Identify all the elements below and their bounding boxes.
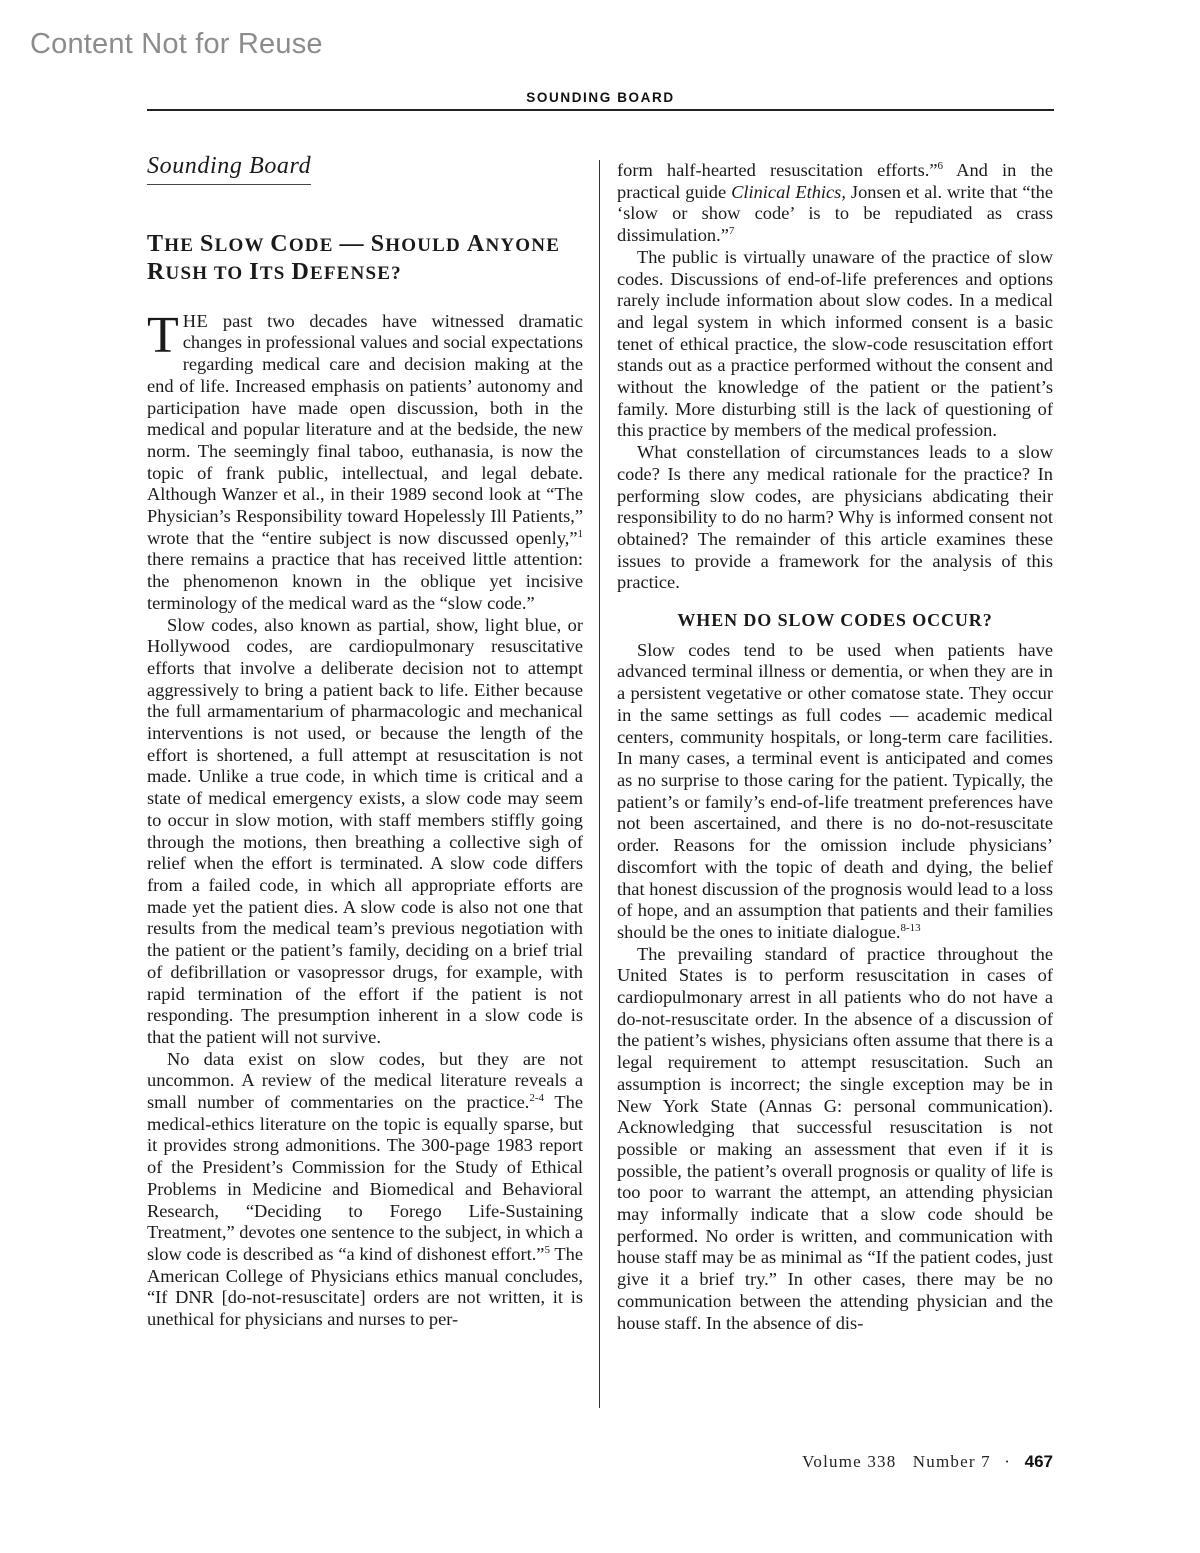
article-title	[147, 231, 583, 287]
reference-superscript: 2-4	[529, 1091, 545, 1104]
title-word: CODE	[270, 230, 334, 257]
title-word: RUSH	[147, 258, 209, 285]
left-column	[147, 153, 583, 1331]
page-number: 467	[1024, 1452, 1053, 1471]
title-word: TO	[213, 262, 244, 284]
page-footer	[802, 1452, 1053, 1472]
running-head: SOUNDING BOARD	[526, 90, 675, 105]
column-divider	[599, 160, 600, 1408]
header-rule	[147, 109, 1054, 111]
body-paragraph: The prevailing standard of practice throughout the United States is to perform resuscitation in cases of cardiopulmonary arrest in all patients who do not have a do-not-resuscitate order. In the absence of a discussion of the patient’s wishes, physicians often assume that there is a legal requirement to attempt resuscitation. Such an assumption is incorrect; the single exception may be in New York State (Annas G: personal communication). Acknowledging that successful resuscitation is not possible or making an assessment that even if it is possible, the patient’s overall prognosis or quality of life is too poor to warrant the attempt, an attending physician may informally indicate that a slow code should be performed. No order is written, and communication with house staff may be as minimal as “If the patient codes, just give it a brief try.” In other cases, there may be no communication between the attending physician and the house staff. In the absence of dis-	[617, 943, 1053, 1333]
reference-superscript: 1	[577, 527, 583, 540]
right-column	[617, 160, 1053, 1334]
watermark: Content Not for Reuse	[30, 28, 323, 60]
title-word: THE	[147, 230, 195, 257]
footer-separator: ·	[1004, 1452, 1012, 1471]
volume-label: Volume 338	[802, 1452, 897, 1471]
body-paragraph: THE past two decades have witnessed dramatic changes in professional values and social expectations regarding medical care and decision making at the end of life. Increased emphasis on patients’ autonomy and participation have made open discussion, both in the medical and popular literature and at the bedside, the new norm. The seemingly final taboo, euthanasia, is now the topic of frank public, intellectual, and legal debate. Although Wanzer et al., in their 1989 second look at “The Physician’s Responsibility toward Hopelessly Ill Patients,” wrote that the “entire subject is now discussed openly,”$^1$ there remains a practice that has received little attention: the phenomenon known in the oblique yet incisive terminology of the medical ward as the “slow code.”	[147, 306, 583, 613]
title-word: ANYONE	[466, 230, 561, 257]
body-paragraph: What constellation of circumstances leads to a slow code? Is there any medical rationale for the practice? In performing slow codes, are physicians abdicating their responsibility to do no harm? Why is informed consent not obtained? The remainder of this article examines these issues to provide a framework for the analysis of this practice.	[617, 442, 1053, 593]
title-word: DEFENSE?	[291, 258, 402, 285]
body-paragraph: form half-hearted resuscitation efforts.”$^6$ And in the practical guide Clinical Ethics, Jonsen et al. write that “the ‘slow or show code’ is to be repudiated as crass dissimulation.”$^7$	[617, 159, 1054, 246]
book-title: Clinical Ethics,	[731, 181, 846, 202]
title-dash: —	[339, 230, 365, 257]
body-paragraph: The public is virtually unaware of the practice of slow codes. Discussions of end-of-life preferences and options rarely include information about slow codes. In a medical and legal system in which informed consent is a basic tenet of ethical practice, the slow-code resuscitation effort stands out as a practice performed without the consent and without the knowledge of the patient or the patient’s family. More disturbing still is the lack of questioning of this practice by members of the medical profession.	[617, 246, 1053, 441]
body-paragraph: Slow codes, also known as partial, show, light blue, or Hollywood codes, are cardiopulmonary resuscitative efforts that involve a deliberate decision not to attempt aggressively to bring a patient back to life. Either because the full armamentarium of pharmacologic and mechanical interventions is not used, or because the length of the effort is shortened, a full attempt at resuscitation is not made. Unlike a true code, in which time is critical and a state of medical emergency exists, a slow code may seem to occur in slow motion, with staff members stiffly going through the motions, then breathing a collective sigh of relief when the effort is terminated. A slow code differs from a failed code, in which all appropriate efforts are made yet the patient dies. A slow code is also not one that results from the medical team’s previous negotiation with the patient or the patient’s family, deciding on a brief trial of defibrillation or vasopressor drugs, for example, with rapid termination of the effort if the patient is not responding. The presumption inherent in a slow code is that the patient will not survive.	[147, 614, 583, 1047]
drop-cap: T	[147, 306, 179, 364]
title-word: ITS	[249, 258, 286, 285]
title-word: SHOULD	[370, 230, 461, 257]
title-word: SLOW	[200, 230, 265, 257]
reference-superscript: 6	[937, 159, 944, 172]
reference-superscript: 5	[544, 1243, 550, 1256]
body-paragraph: No data exist on slow codes, but they are not uncommon. A review of the medical literature reveals a small number of commentaries on the practice.$^{2-4}$ The medical-ethics literature on the topic is equally sparse, but it provides strong admonitions. The 300-page 1983 report of the President’s Commission for the Study of Ethical Problems in Medicine and Biomedical and Behavioral Research, “Deciding to Forego Life-Sustaining Treatment,” devotes one sentence to the subject, in which a slow code is described as “a kind of dishonest effort.”$^5$ The American College of Physicians ethics manual concludes, “If DNR [do-not-resuscitate] orders are not written, it is unethical for physicians and nurses to per-	[147, 1048, 583, 1330]
section-subheading: WHEN DO SLOW CODES OCCUR?	[677, 610, 993, 631]
body-paragraph: Slow codes tend to be used when patients have advanced terminal illness or dementia, or when they are in a persistent vegetative or other comatose state. They occur in the same settings as full codes — academic medical centers, community hospitals, or long-term care facilities. In many cases, a terminal event is anticipated and comes as no surprise to those caring for the patient. Typically, the patient’s or family’s end-of-life treatment preferences have not been ascertained, and there is no do-not-resuscitate order. Reasons for the omission include physicians’ discomfort with the topic of death and dying, the belief that honest discussion of the prognosis would lead to a loss of hope, and an assumption that patients and their families should be the ones to initiate dialogue.$^{8-13}$	[617, 639, 1053, 942]
section-label: Sounding Board	[147, 156, 311, 185]
reference-superscript: 7	[728, 224, 735, 237]
issue-number: Number 7	[912, 1452, 991, 1471]
reference-superscript: 8-13	[900, 921, 921, 934]
